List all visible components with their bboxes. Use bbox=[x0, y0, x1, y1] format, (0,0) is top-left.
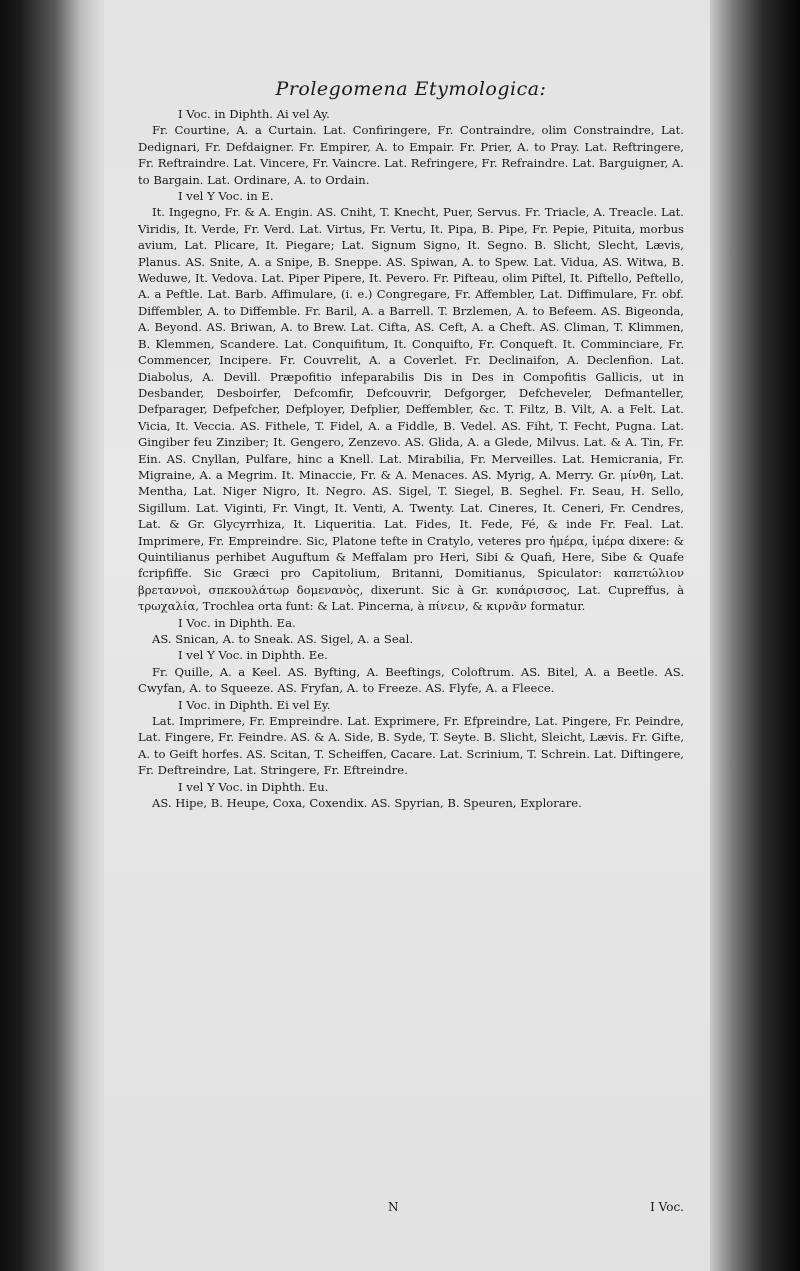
right-page-edge bbox=[708, 0, 800, 1271]
section-heading: I Voc. in Diphth. Ea. bbox=[178, 615, 296, 630]
page-body bbox=[138, 106, 684, 811]
paragraph: Fr. Quille, A. a Keel. AS. Byfting, A. Beeftings, Coloftrum. AS. Bitel, A. a Beetle. AS. Cwyfan, A. to Squeeze. AS. Fryfan, A. to Freeze. AS. Flyfe, A. a Fleece. bbox=[138, 664, 684, 696]
paragraph: AS. Hipe, B. Heupe, Coxa, Coxendix. AS. Spyrian, B. Speuren, Explorare. bbox=[152, 796, 582, 811]
paragraph: AS. Snican, A. to Sneak. AS. Sigel, A. a Seal. bbox=[152, 632, 414, 646]
paragraph: It. Ingegno, Fr. & A. Engin. AS. Cniht, T. Knecht, Puer, Servus. Fr. Triacle, A. Treacle. Lat. Viridis, It. Verde, Fr. Verd. Lat. Virtus, Fr. Vertu, It. Pipa, B. Pipe, Fr. Pepie, Pituita, morbus avium, Lat. Plicare, It. Piegare; Lat. Signum Signo, It. Segno. B. Slicht, Slecht, Lævis, Planus. AS. Snite, A. a Snipe, B. Sneppe. AS. Spiwan, A. to Spew. Lat. Vidua, AS. Witwa, B. Weduwe, It. Vedova. Lat. Piper Pipere, It. Pevero. Fr. Pifteau, olim Piftel, It. Piftello, Peftello, A. a Peftle. Lat. Barb. Affimulare, (i. e.) Congregare, Fr. Affembler, Lat. Diffimulare, Fr. obf. Diffembler, A. to Diffemble. Fr. Baril, A. a Barrell. T. Brzlemen, A. to Befeem. AS. Bigeonda, A. Beyond. AS. Briwan, A. to Brew. Lat. Cifta, AS. Ceft, A. a Cheft. AS. Climan, T. Klimmen, B. Klemmen, Scandere. Lat. Conquifitum, It. Conquifto, Fr. Conqueft. It. Comminciare, Fr. Commencer, Incipere. Fr. Couvrelit, A. a Coverlet. Fr. Declinaifon, A. Declenfion. Lat. Diabolus, A. Devill. Præpofitio infeparabilis Dis in Des in Compofitis Gallicis, ut in Desbander, Desboirfer, Defcomfir, Defcouvrir, Defgorger, Defcheveler, Defmanteller, Defparager, Defpefcher, Defployer, Defplier, Deffembler, &c. T. Filtz, B. Vilt, A. a Felt. Lat. Vicia, It. Veccia. AS. Fithele, T. Fidel, A. a Fiddle, B. Vedel. AS. Fiht, T. Fecht, Pugna. Lat. Gingiber feu Zinziber; It. Gengero, Zenzevo. AS. Glida, A. a Glede, Milvus. Lat. & A. Tin, Fr. Ein. AS. Cnyllan, Pulfare, hinc a Knell. Lat. Mirabilia, Fr. Merveilles. Lat. Hemicrania, Fr. Migraine, A. a Megrim. It. Minaccie, Fr. & A. Menaces. AS. Myrig, A. Merry. Gr. μίνθη, Lat. Mentha, Lat. Niger Nigro, It. Negro. AS. Sigel, T. Siegel, B. Seghel. Fr. Seau, H. Sello, Sigillum. Lat. Viginti, Fr. Vingt, It. Venti, A. Twenty. Lat. Cineres, It. Ceneri, Fr. Cendres, Lat. & Gr. Glycyrrhiza, It. Liqueritia. Lat. Fides, It. Fede, Fé, & inde Fr. Feal. Lat. Imprimere, Fr. Empreindre. Sic, Platone tefte in Cratylo, veteres pro ἡμέρα, ἱμέρα dixere: & Quintilianus perhibet Auguftum & Meffalam pro Heri, Sibi & Quafi, Here, Sibe & Quafe fcripfiffe. Sic Græci pro Capitolium, Britanni, Domitianus, Spiculator: καπετώλιον βρεταννοὶ, σπεκουλάτωρ δομενανὸς, dixerunt. Sic à Gr. κυπάρισσος, Lat. Cupreffus, à τρωχαλία, Trochlea orta funt: & Lat. Pincerna, à πίνειν, & κιρνᾶν formatur. bbox=[138, 205, 684, 614]
section-heading: I Voc. in Diphth. Ei vel Ey. bbox=[178, 697, 331, 712]
section-heading: I vel Y Voc. in E. bbox=[178, 189, 274, 204]
paragraph: Lat. Imprimere, Fr. Empreindre. Lat. Exprimere, Fr. Efpreindre, Lat. Pingere, Fr. Peindre, Lat. Fingere, Fr. Feindre. AS. & A. Side, B. Syde, T. Seyte. B. Slicht, Sleicht, Lævis. Fr. Gifte, A. to Geift horfes. AS. Scitan, T. Scheiffen, Cacare. Lat. Scrinium, T. Schrein. Lat. Diftingere, Fr. Deftreindre, Lat. Stringere, Fr. Eftreindre. bbox=[138, 714, 684, 778]
book-page bbox=[104, 0, 710, 1271]
page-header: Prolegomena Etymologica: bbox=[275, 78, 547, 100]
catchword: I Voc. bbox=[650, 1200, 684, 1214]
section-heading: I Voc. in Diphth. Ai vel Ay. bbox=[178, 107, 330, 121]
signature-mark: N bbox=[388, 1200, 399, 1214]
section-heading: I vel Y Voc. in Diphth. Eu. bbox=[178, 779, 329, 794]
section-heading: I vel Y Voc. in Diphth. Ee. bbox=[178, 648, 328, 663]
paragraph: Fr. Courtine, A. a Curtain. Lat. Confiringere, Fr. Contraindre, olim Constraindre, Lat. Dedignari, Fr. Defdaigner. Fr. Empirer, A. to Empair. Fr. Prier, A. to Pray. Lat. Reftringere, Fr. Reftraindre. Lat. Vincere, Fr. Vaincre. Lat. Refringere, Fr. Refraindre. Lat. Barguigner, A. to Bargain. Lat. Ordinare, A. to Ordain. bbox=[138, 123, 684, 187]
left-page-edge bbox=[0, 0, 105, 1271]
